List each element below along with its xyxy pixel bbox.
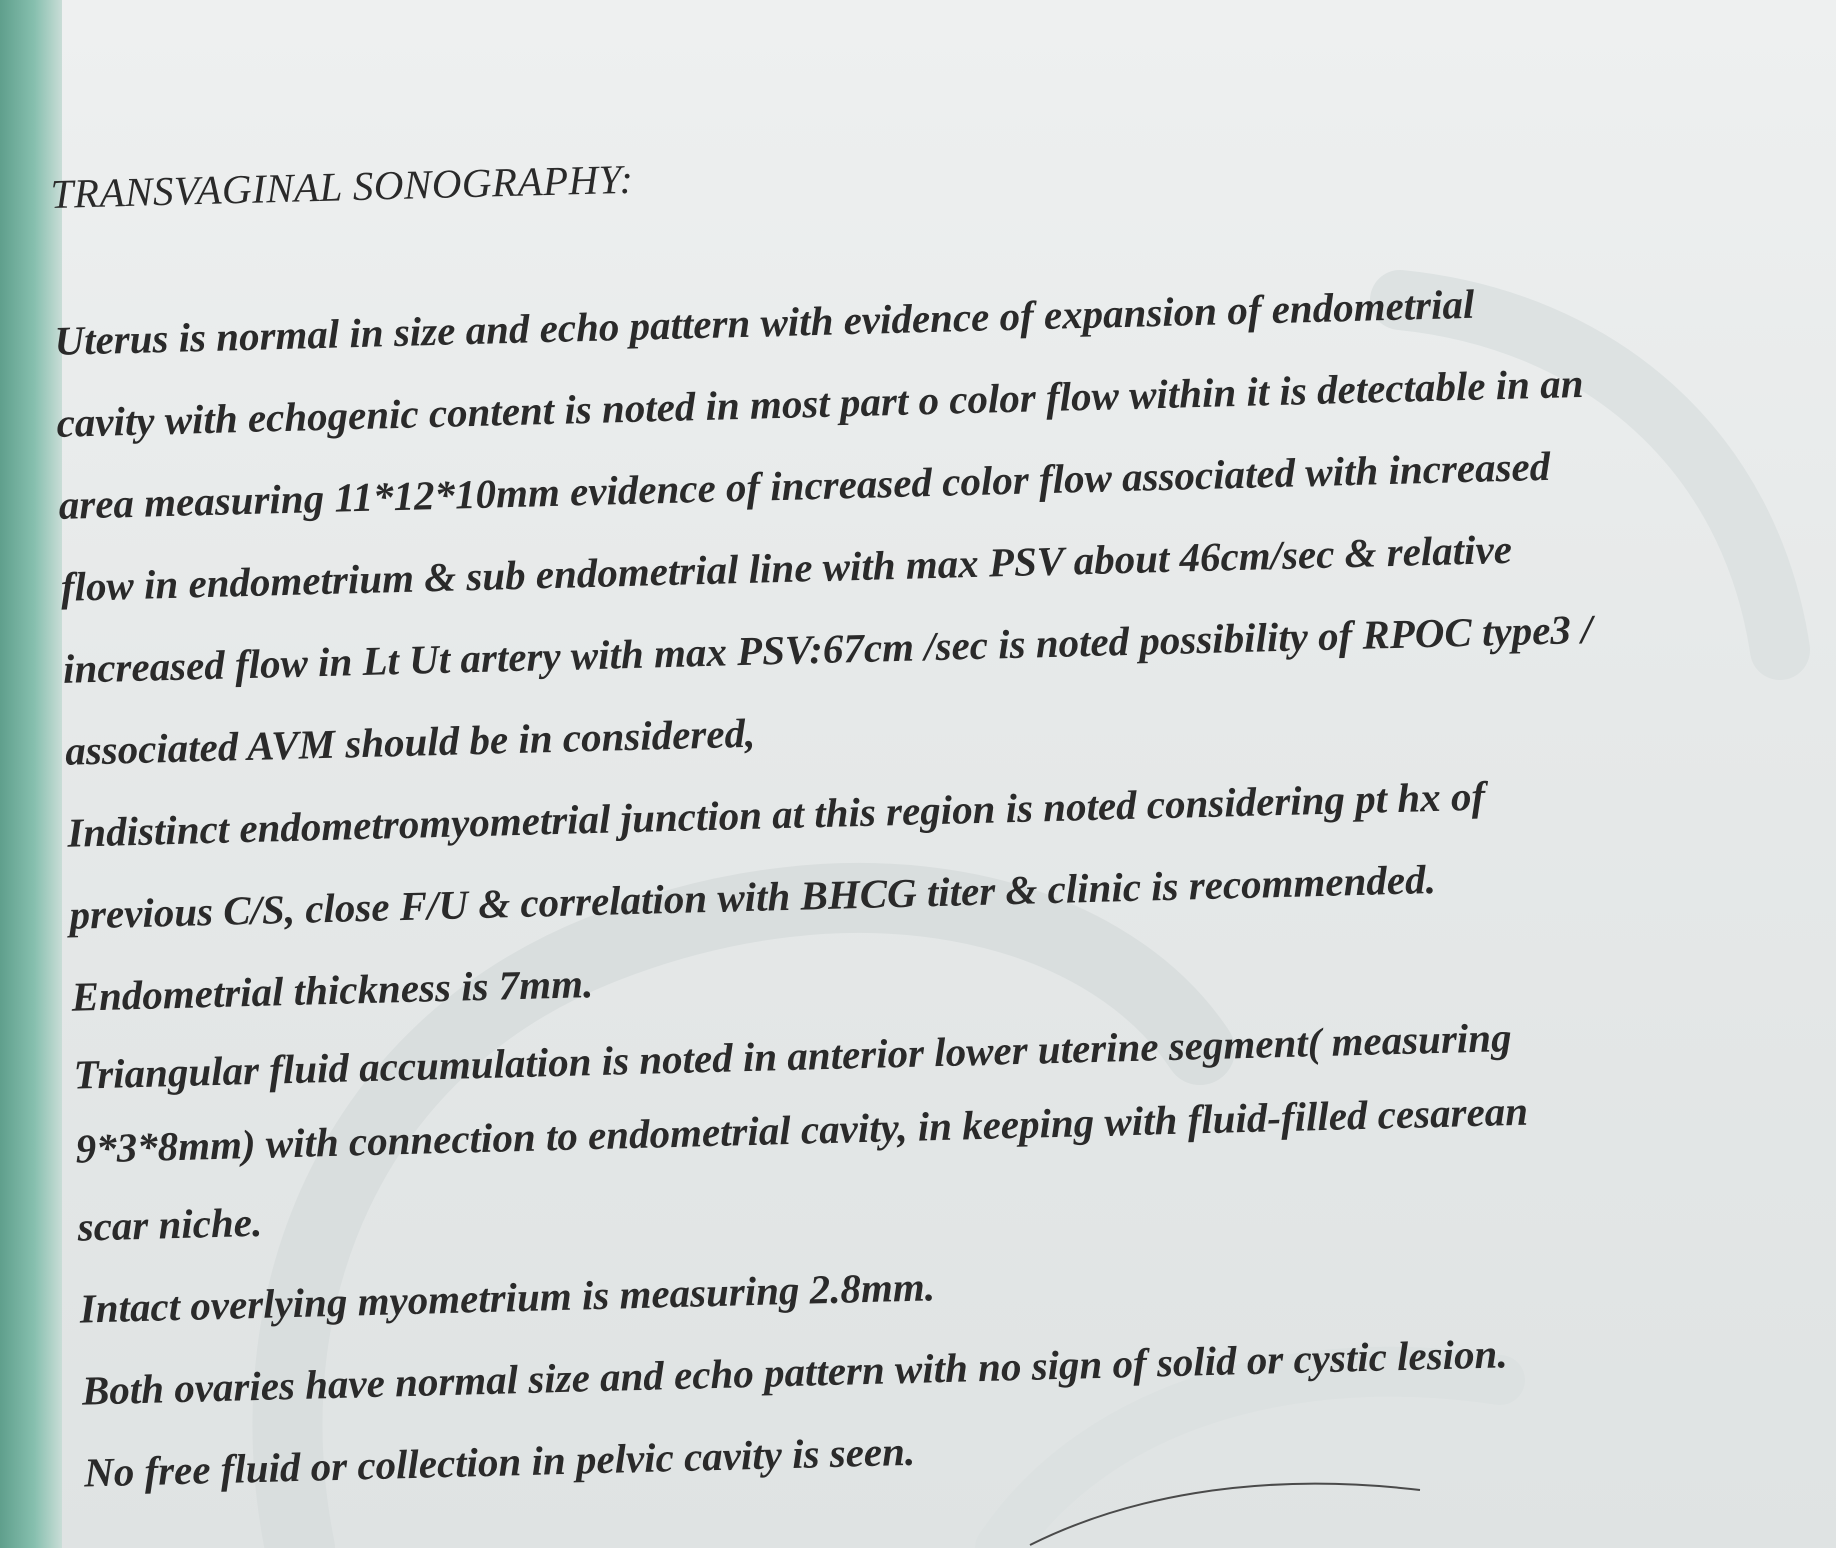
report-line: flow in endometrium & sub endometrial line with max PSV about 46cm/sec & relative	[60, 525, 1513, 610]
report-line: Endometrial thickness is 7mm.	[71, 960, 594, 1020]
report-line: Indistinct endometromyometrial junction at this region is noted considering pt hx of	[66, 772, 1486, 856]
report-line: cavity with echogenic content is noted in most part o color flow within it is detectable in an	[56, 359, 1584, 446]
report-line: No free fluid or collection in pelvic cavity is seen.	[83, 1427, 916, 1496]
report-line: Both ovaries have normal size and echo pattern with no sign of solid or cystic lesion.	[81, 1330, 1509, 1414]
report-line: 9*3*8mm) with connection to endometrial cavity, in keeping with fluid-filled cesarean	[75, 1087, 1529, 1172]
report-body	[50, 124, 1825, 1513]
report-line: previous C/S, close F/U & correlation with BHCG titer & clinic is recommended.	[68, 855, 1437, 938]
report-line: Intact overlying myometrium is measuring 2.8mm.	[79, 1263, 936, 1332]
report-line: Uterus is normal in size and echo pattern with evidence of expansion of endometrial	[53, 280, 1475, 364]
report-line: scar niche.	[77, 1198, 263, 1250]
report-line: area measuring 11*12*10mm evidence of increased color flow associated with increased	[58, 442, 1551, 528]
report-line: increased flow in Lt Ut artery with max PSV:67cm /sec is noted possibility of RPOC type3 /	[62, 605, 1593, 692]
report-line: associated AVM should be in considered,	[64, 709, 756, 774]
report-line: Triangular fluid accumulation is noted in anterior lower uterine segment( measuring	[73, 1014, 1513, 1098]
report-heading: TRANSVAGINAL SONOGRAPHY:	[50, 155, 634, 217]
